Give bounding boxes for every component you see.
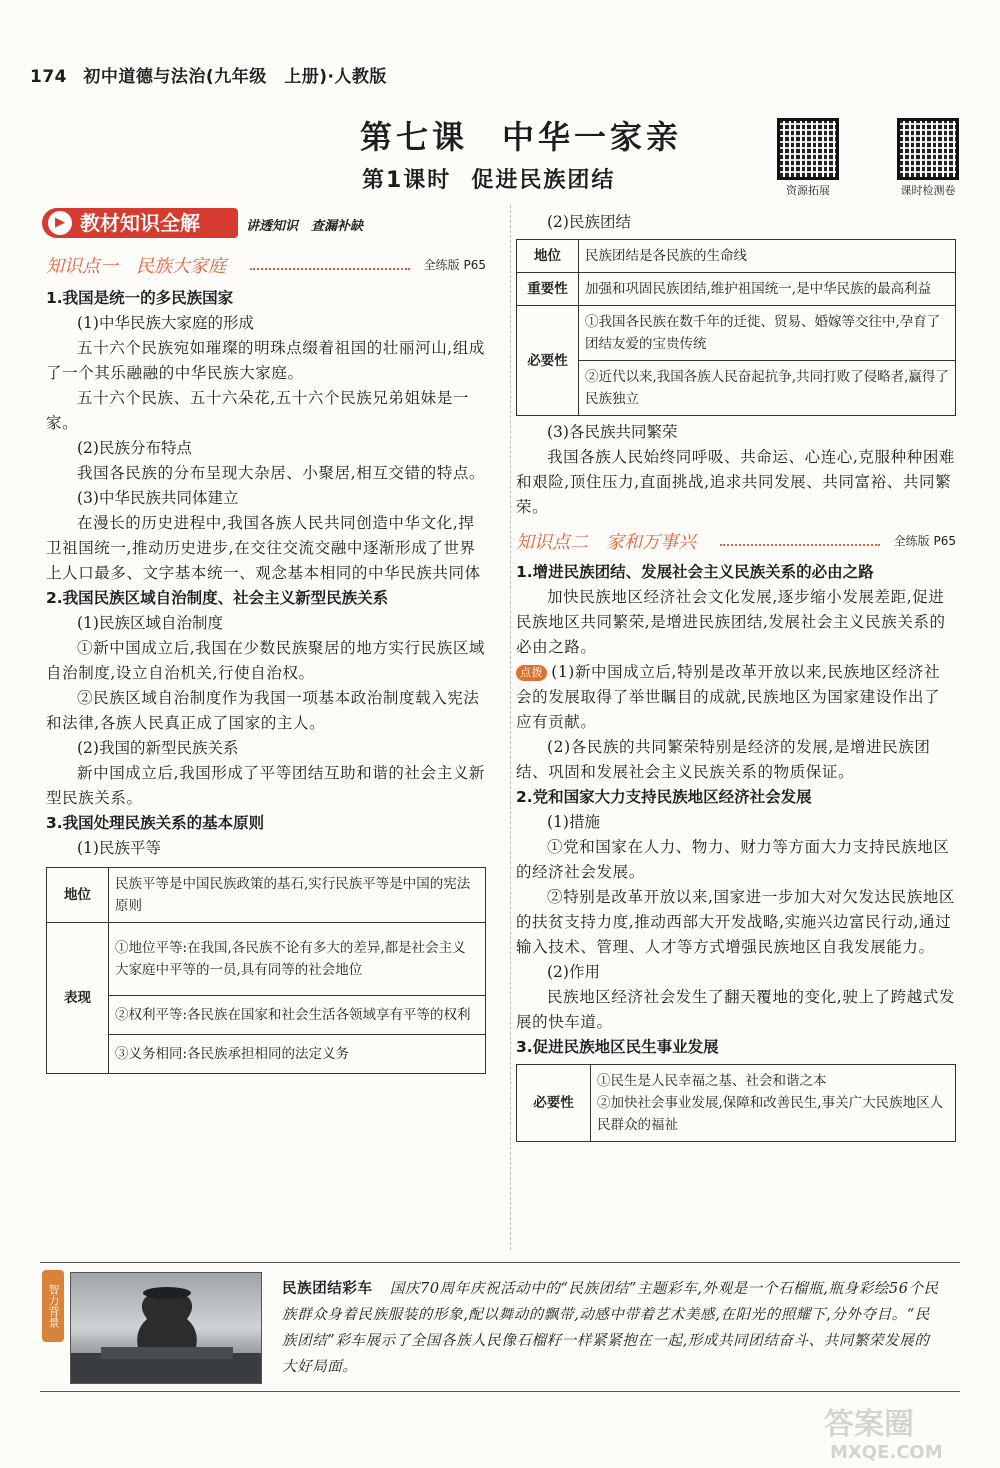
footer-heading: 民族团结彩车 <box>282 1281 373 1297</box>
watermark-logo <box>820 1398 970 1462</box>
table-cell: ②权利平等:各民族在国家和社会生活各领域享有平等的权利 <box>109 996 486 1035</box>
paragraph: ②特别是改革开放以来,国家进一步加大对欠发达民族地区的扶贫支持力度,推动西部大开发战略,实施兴边富民行动,通过输入技术、管理、人才等方式增强民族地区自我发展能力。 <box>516 888 956 956</box>
table-cell: 加强和巩固民族团结,维护祖国统一,是中华民族的最高利益 <box>579 273 956 306</box>
table-cell: ①地位平等:在我国,各民族不论有多大的差异,都是社会主义大家庭中平等的一员,具有同等的社会地位 <box>109 923 486 996</box>
right-column <box>516 210 956 1142</box>
table-cell: ③义务相同:各民族承担相同的法定义务 <box>109 1035 486 1074</box>
dotted-leader <box>720 544 880 546</box>
banner-title: 教材知识全解 <box>80 211 200 235</box>
table-row <box>47 868 486 923</box>
period-title <box>362 163 615 194</box>
table-cell: ①我国各民族在数千年的迁徙、贸易、婚嫁等交往中,孕育了团结友爱的宝贵传统 <box>579 306 956 361</box>
banner-subtitle: 讲透知识 查漏补缺 <box>246 219 364 234</box>
table-row <box>47 996 486 1035</box>
table-label: 必要性 <box>517 1065 591 1142</box>
float-photo <box>70 1272 262 1384</box>
table-row <box>517 240 956 273</box>
table-label: 必要性 <box>517 306 579 416</box>
watermark-line1: 答案圈 <box>824 1407 914 1442</box>
paragraph: 五十六个民族宛如璀璨的明珠点缀着祖国的壮丽河山,组成了一个其乐融融的中华民族大家庭。 <box>46 339 486 382</box>
table-cell: 民族团结是各民族的生命线 <box>579 240 956 273</box>
lesson-title <box>360 112 682 158</box>
qr-test[interactable] <box>893 118 973 198</box>
left-column <box>46 252 486 1074</box>
knowledge-point-name: 知识点一 民族大家庭 <box>46 256 226 277</box>
footer-text <box>282 1276 942 1380</box>
heading: 2.党和国家大力支持民族地区经济社会发展 <box>516 788 812 806</box>
table-row <box>47 1035 486 1074</box>
subheading: (2)作用 <box>547 963 600 981</box>
paragraph: ②民族区域自治制度作为我国一项基本政治制度载入宪法和法律,各族人民真正成了国家的主人。 <box>46 689 480 732</box>
qr-code-icon[interactable] <box>777 118 839 180</box>
table-label: 表现 <box>47 923 109 1074</box>
footer-body: 国庆70周年庆祝活动中的“民族团结”主题彩车,外观是一个石榴瓶,瓶身彩绘56个民族群众身着民族服装的形象,配以舞动的飘带,动感中带着艺术美感,在阳光的照耀下,分外夺目。“民族团结”彩车展示了全国各族人民像石榴籽一样紧紧抱在一起,形成共同团结奋斗、共同繁荣发展的大好局面。 <box>282 1281 939 1375</box>
table-row <box>517 361 956 416</box>
note-paragraph <box>516 660 956 735</box>
table-cell <box>591 1065 956 1142</box>
table-row <box>517 1065 956 1142</box>
table-cell: ②近代以来,我国各族人民奋起抗争,共同打败了侵略者,赢得了民族独立 <box>579 361 956 416</box>
pomegranate-float-image <box>71 1273 262 1384</box>
paragraph: 我国各族人民始终同呼吸、共命运、心连心,克服种种困难和艰险,顶住压力,直面挑战,追求共同发展、共同富裕、共同繁荣。 <box>516 448 956 516</box>
paragraph: 我国各民族的分布呈现大杂居、小聚居,相互交错的特点。 <box>77 464 486 482</box>
table-cell: 民族平等是中国民族政策的基石,实行民族平等是中国的宪法原则 <box>109 868 486 923</box>
heading: 1.增进民族团结、发展社会主义民族关系的必由之路 <box>516 563 874 581</box>
paragraph: 五十六个民族、五十六朵花,五十六个民族兄弟姐妹是一家。 <box>46 389 469 432</box>
page-number: 174 <box>30 67 67 87</box>
lesson-name: 中华一家亲 <box>502 118 683 156</box>
speaker-icon: ▶ <box>48 211 72 235</box>
unity-table <box>516 239 956 416</box>
knowledge-point-2-header <box>516 528 956 554</box>
table-row <box>47 923 486 996</box>
paragraph: ①新中国成立后,我国在少数民族聚居的地方实行民族区域自治制度,设立自治机关,行使自治权。 <box>46 639 486 682</box>
table-item: ②加快社会事业发展,保障和改善民生,事关广大民族地区人民群众的福祉 <box>597 1095 944 1133</box>
subheading: (1)措施 <box>547 813 600 831</box>
knowledge-point-1-header <box>46 252 486 278</box>
knowledge-point-name: 知识点二 家和万事兴 <box>516 532 696 553</box>
paragraph: 民族地区经济社会发生了翻天覆地的变化,驶上了跨越式发展的快车道。 <box>516 988 956 1031</box>
lesson-label: 第七课 <box>360 118 469 156</box>
note-tag: 点拨 <box>516 665 547 681</box>
note-text: (1)新中国成立后,特别是改革开放以来,民族地区经济社会的发展取得了举世瞩目的成就,民族地区为国家建设作出了应有贡献。 <box>516 663 941 731</box>
book-title: 初中道德与法治(九年级 上册)·人教版 <box>83 67 387 87</box>
subheading: (2)我国的新型民族关系 <box>77 739 239 757</box>
paragraph: 在漫长的历史进程中,我国各族人民共同创造中华文化,捍卫祖国统一,推动历史进步,在交往交流交融中逐渐形成了世界上人口最多、文字基本统一、观念基本相同的中华民族共同体 <box>46 514 481 582</box>
table-row <box>517 273 956 306</box>
column-divider <box>510 205 511 1250</box>
table-item: ①民生是人民幸福之基、社会和谐之本 <box>597 1073 827 1089</box>
table-label: 重要性 <box>517 273 579 306</box>
practice-ref: 全练版 P65 <box>893 534 956 548</box>
paragraph: (2)各民族的共同繁荣特别是经济的发展,是增进民族团结、巩固和发展社会主义民族关系的物质保证。 <box>516 738 931 781</box>
qr-code-icon[interactable] <box>897 118 959 180</box>
livelihood-table <box>516 1064 956 1142</box>
table-label: 地位 <box>47 868 109 923</box>
table-row <box>517 306 956 361</box>
table-label: 地位 <box>517 240 579 273</box>
heading: 1.我国是统一的多民族国家 <box>46 289 234 307</box>
subheading: (2)民族分布特点 <box>77 439 192 457</box>
subheading: (1)民族平等 <box>77 839 161 857</box>
subheading: (2)民族团结 <box>547 213 631 231</box>
subheading: (3)各民族共同繁荣 <box>547 423 678 441</box>
period-name: 促进民族团结 <box>471 168 616 193</box>
period-label: 第1课时 <box>362 168 452 193</box>
watermark-line2: MXQE.COM <box>830 1442 943 1462</box>
subheading: (3)中华民族共同体建立 <box>77 489 239 507</box>
qr-caption: 资源拓展 <box>786 184 830 197</box>
heading: 2.我国民族区域自治制度、社会主义新型民族关系 <box>46 589 389 607</box>
side-tag: 智力背景 <box>42 1270 64 1342</box>
paragraph: 加快民族地区经济社会文化发展,逐步缩小发展差距,促进民族地区共同繁荣,是增进民族团结,发展社会主义民族关系的必由之路。 <box>516 588 946 656</box>
page-header <box>30 62 387 87</box>
subheading: (1)中华民族大家庭的形成 <box>77 314 254 332</box>
practice-ref: 全练版 P65 <box>423 258 486 272</box>
qr-caption: 课时检测卷 <box>900 184 956 197</box>
watermark <box>820 1398 970 1462</box>
qr-resource[interactable] <box>773 118 853 198</box>
equality-table <box>46 867 486 1074</box>
subheading: (1)民族区域自治制度 <box>77 614 223 632</box>
section-banner <box>42 208 238 238</box>
heading: 3.促进民族地区民生事业发展 <box>516 1038 719 1056</box>
heading: 3.我国处理民族关系的基本原则 <box>46 814 265 832</box>
dotted-leader <box>250 268 410 270</box>
paragraph: ①党和国家在人力、物力、财力等方面大力支持民族地区的经济社会发展。 <box>516 838 950 881</box>
paragraph: 新中国成立后,我国形成了平等团结互助和谐的社会主义新型民族关系。 <box>46 764 486 807</box>
